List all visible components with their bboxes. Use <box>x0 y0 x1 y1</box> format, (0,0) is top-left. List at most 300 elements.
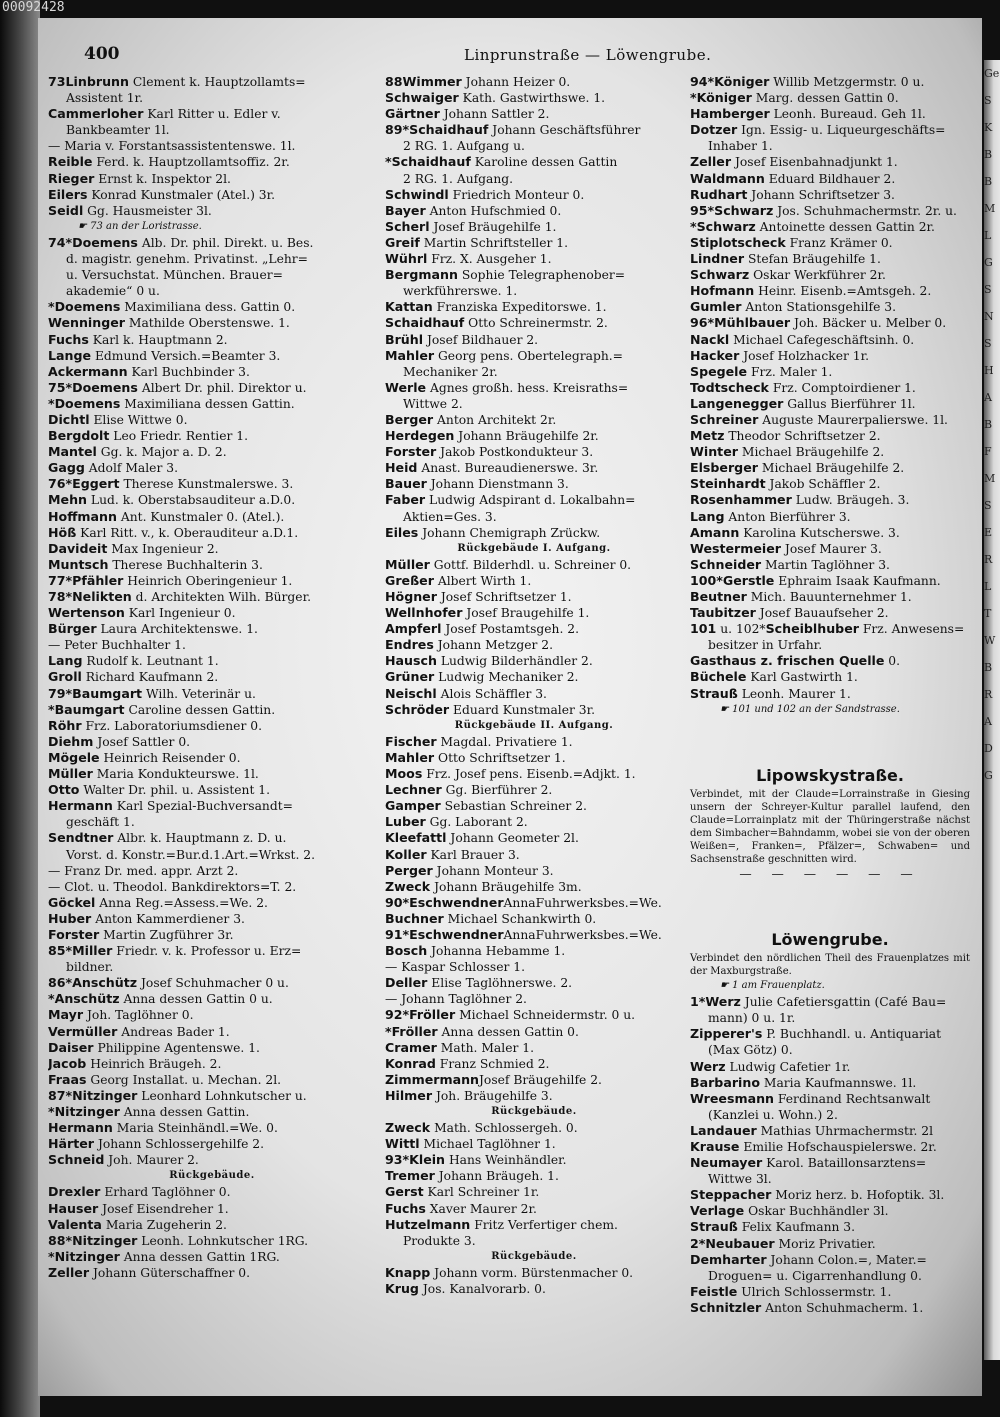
entry-detail: Ludwig Mechaniker 2. <box>434 670 579 685</box>
resident-name: Lechner <box>385 782 442 798</box>
resident-name: Dotzer <box>690 122 738 138</box>
resident-name: Steppacher <box>690 1187 772 1203</box>
resident-name: Endres <box>385 637 434 653</box>
directory-entry <box>48 444 376 460</box>
directory-entry <box>385 1281 683 1297</box>
resident-name: Schneider <box>690 556 762 572</box>
entry-detail: Karl Gastwirth 1. <box>746 670 858 685</box>
directory-entry <box>690 557 970 573</box>
resident-name: Sendtner <box>48 830 114 846</box>
directory-entry <box>48 283 376 299</box>
directory-entry <box>690 283 970 299</box>
entry-detail: AnnaFuhrwerksbes.=We. <box>503 895 662 910</box>
resident-name: Nackl <box>690 331 730 347</box>
resident-name: Steinhardt <box>690 476 766 492</box>
entry-detail: Karolina Kutscherswe. 3. <box>739 525 900 540</box>
entry-detail: Georg Installat. u. Mechan. 2l. <box>86 1072 282 1087</box>
entry-detail: Josef Sattler 0. <box>93 734 191 749</box>
resident-name: Moos <box>385 766 423 782</box>
entry-detail: Maximiliana dessen Gattin. <box>120 396 295 411</box>
directory-entry <box>690 1300 970 1316</box>
next-page-fragment: S <box>984 94 992 107</box>
entry-detail: Wilh. Veterinär u. <box>142 686 256 701</box>
directory-entry <box>385 637 683 653</box>
entry-detail: geschäft 1. <box>66 815 135 830</box>
directory-entry <box>385 428 683 444</box>
entry-detail: Joh. Bräugehilfe 3. <box>432 1088 553 1103</box>
resident-name: Deller <box>385 975 428 991</box>
entry-detail: Josef Holzhacker 1r. <box>739 348 870 363</box>
directory-entry <box>48 412 376 428</box>
cross-reference-note: ☛ 1 am Frauenplatz. <box>720 980 825 992</box>
directory-entry <box>48 380 376 396</box>
directory-entry <box>48 573 376 589</box>
directory-entry <box>48 605 376 621</box>
directory-entry <box>385 734 683 750</box>
entry-detail: 0. <box>884 654 901 669</box>
resident-name: Fröller <box>409 1007 456 1023</box>
entry-detail: Stefan Bräugehilfe 1. <box>744 252 881 267</box>
entry-detail: Adolf Maler 3. <box>84 461 178 476</box>
resident-name: Klein <box>409 1152 446 1168</box>
directory-entry <box>385 187 683 203</box>
directory-entry <box>690 1171 970 1187</box>
directory-entry <box>48 187 376 203</box>
entry-detail: Gg. k. Major a. D. 2. <box>96 445 227 460</box>
entry-detail: Maria Kaufmannswe. 1l. <box>759 1075 917 1090</box>
entry-detail: (Max Götz) 0. <box>708 1043 793 1058</box>
directory-entry <box>48 975 376 991</box>
entry-detail: Richard Kaufmann 2. <box>81 670 219 685</box>
directory-entry <box>48 364 376 380</box>
next-page-fragment: G <box>984 256 993 269</box>
directory-entry <box>48 171 376 187</box>
directory-entry <box>385 106 683 122</box>
entry-detail: Joh. Bäcker u. Melber 0. <box>790 316 947 331</box>
entry-detail: Johann Bräugeh. 1. <box>434 1169 559 1184</box>
entry-detail: Assistent 1r. <box>66 91 143 106</box>
directory-entry <box>48 1233 376 1249</box>
directory-entry <box>385 605 683 621</box>
next-page-fragment: B <box>984 148 993 161</box>
house-number: 79* <box>48 685 73 701</box>
page-number: 400 <box>84 44 120 64</box>
entry-detail: Johanna Hebamme 1. <box>427 944 566 959</box>
entry-detail: Friedrich Monteur 0. <box>448 187 585 202</box>
entry-detail: Franz Krämer 0. <box>785 235 893 250</box>
next-page-fragment: B <box>984 175 993 188</box>
next-page-fragment: G <box>984 769 993 782</box>
next-page-edge <box>984 60 1000 1360</box>
resident-name: Schaidhauf <box>409 122 489 138</box>
directory-entry <box>690 1059 970 1075</box>
entry-detail: Rudolf k. Leutnant 1. <box>82 654 219 669</box>
resident-name: Buchner <box>385 910 444 926</box>
house-number: 1* <box>690 994 706 1010</box>
next-page-fragment: K <box>984 121 993 134</box>
entry-detail: Alb. Dr. phil. Direkt. u. Bes. <box>137 235 314 250</box>
entry-detail: Frz. Anwesens= <box>858 622 965 637</box>
entry-detail: Magdal. Privatiere 1. <box>436 734 573 749</box>
entry-detail: Gottf. Bilderhdl. u. Schreiner 0. <box>429 557 632 572</box>
directory-entry <box>690 444 970 460</box>
directory-entry <box>48 782 376 798</box>
entry-detail: Gallus Bierführer 1l. <box>783 396 916 411</box>
entry-detail: Bankbeamter 1l. <box>66 123 170 138</box>
resident-name: Schwindl <box>385 186 449 202</box>
resident-name: Linbrunn <box>65 74 129 89</box>
resident-name: Gamper <box>385 798 441 814</box>
resident-name: Grüner <box>385 669 435 685</box>
directory-entry <box>385 380 683 396</box>
entry-detail: Johann Geometer 2l. <box>446 831 579 846</box>
resident-name: Neumayer <box>690 1155 763 1171</box>
resident-name: Hilmer <box>385 1087 433 1103</box>
resident-name: Fraas <box>48 1071 87 1087</box>
entry-detail: Johann Colon.=, Mater.= <box>766 1252 927 1267</box>
entry-detail: Jos. Schuhmachermstr. 2r. u. <box>773 203 957 218</box>
directory-entry <box>385 621 683 637</box>
resident-name: *Baumgart <box>48 701 125 717</box>
resident-name: Wittl <box>385 1136 420 1152</box>
resident-name: Eggert <box>72 476 120 492</box>
resident-name: Härter <box>48 1136 95 1152</box>
resident-name: Elsberger <box>690 460 758 476</box>
resident-name: Nitzinger <box>72 1087 138 1103</box>
directory-entry <box>385 299 683 315</box>
entry-detail: Lud. k. Oberstabsauditeur a.D.0. <box>87 493 296 508</box>
directory-entry <box>385 1024 683 1040</box>
entry-detail: Erhard Taglöhner 0. <box>100 1185 231 1200</box>
entry-detail: Leonhard Lohnkutscher u. <box>137 1088 307 1103</box>
resident-name: Todtscheck <box>690 379 769 395</box>
directory-entry <box>385 1217 683 1233</box>
entry-detail: Georg pens. Obertelegraph.= <box>434 348 623 363</box>
directory-entry <box>48 1104 376 1120</box>
directory-entry <box>385 669 683 685</box>
entry-detail: Johann Monteur 3. <box>432 863 554 878</box>
entry-detail: Anton Schuhmacherm. 1. <box>761 1300 924 1315</box>
house-number: 75* <box>48 379 73 395</box>
entry-detail: Johann Geschäftsführer <box>488 123 641 138</box>
resident-name: Kleefattl <box>385 830 447 846</box>
resident-name: Gasthaus z. frischen Quelle <box>690 653 885 669</box>
directory-entry <box>690 171 970 187</box>
directory-entry <box>48 1120 376 1136</box>
entry-detail: Albert Dr. phil. Direktor u. <box>137 380 307 395</box>
resident-name: Zimmermann <box>385 1071 479 1087</box>
next-page-fragment: L <box>984 229 992 242</box>
section-divider: — — — — — — <box>739 866 921 881</box>
entry-detail: Josef Braugehilfe 1. <box>462 606 590 621</box>
entry-detail: Hans Weinhändler. <box>445 1153 567 1168</box>
entry-detail: Josef Bräugehilfe 2. <box>479 1072 602 1087</box>
directory-entry <box>690 1075 970 1091</box>
directory-entry <box>690 106 970 122</box>
resident-name: Schwaiger <box>385 90 459 106</box>
resident-name: Strauß <box>690 1219 738 1235</box>
entry-detail: Otto Schreinermstr. 2. <box>464 316 608 331</box>
resident-name: Herdegen <box>385 428 455 444</box>
spacer <box>690 882 970 924</box>
entry-detail: Mechaniker 2r. <box>403 364 498 379</box>
resident-name: Seidl <box>48 202 84 218</box>
directory-entry <box>48 1184 376 1200</box>
entry-detail: Frz. Josef pens. Eisenb.=Adjkt. 1. <box>422 767 636 782</box>
entry-detail: Anton Kammerdiener 3. <box>91 911 245 926</box>
resident-name: Hamberger <box>690 106 770 122</box>
directory-entry <box>385 171 683 187</box>
resident-name: Drexler <box>48 1184 101 1200</box>
directory-entry <box>690 1026 970 1042</box>
entry-detail: besitzer in Urfahr. <box>708 638 823 653</box>
resident-name: *Nitzinger <box>48 1104 120 1119</box>
directory-entry <box>385 412 683 428</box>
entry-detail: Antoinette dessen Gattin 2r. <box>755 219 935 234</box>
resident-name: Cramer <box>385 1039 437 1055</box>
resident-name: Königer <box>714 74 770 89</box>
resident-name: Eiles <box>385 524 419 540</box>
entry-detail: Friedr. v. k. Professor u. Erz= <box>112 944 302 959</box>
entry-detail: Michael Taglöhner 1. <box>419 1137 556 1152</box>
house-number: 74* <box>48 234 73 250</box>
resident-name: Schröder <box>385 701 450 717</box>
directory-entry <box>48 251 376 267</box>
directory-entry <box>385 154 683 170</box>
directory-column-2 <box>385 74 683 1297</box>
resident-name: Davideit <box>48 540 108 556</box>
entry-detail: Karl Schreiner 1r. <box>423 1185 540 1200</box>
entry-detail: Heinrich Oberingenieur 1. <box>123 573 293 588</box>
directory-entry <box>48 1217 376 1233</box>
directory-entry <box>385 1088 683 1104</box>
next-page-fragment: A <box>984 391 992 404</box>
directory-entry <box>690 1284 970 1300</box>
directory-entry <box>48 428 376 444</box>
entry-detail: Karl k. Hauptmann 2. <box>88 332 228 347</box>
entry-detail: Karl Ingenieur 0. <box>124 606 236 621</box>
directory-entry <box>385 1056 683 1072</box>
directory-entry <box>385 1007 683 1023</box>
directory-entry <box>690 1155 970 1171</box>
directory-entry <box>385 283 683 299</box>
entry-detail: P. Buchhandl. u. Antiquariat <box>762 1027 942 1042</box>
directory-entry <box>48 943 376 959</box>
directory-entry <box>385 1168 683 1184</box>
next-page-fragment: M <box>984 202 996 215</box>
directory-entry <box>690 219 970 235</box>
resident-name: Kattan <box>385 299 433 315</box>
directory-entry <box>385 267 683 283</box>
directory-entry <box>48 879 376 895</box>
directory-entry <box>690 90 970 106</box>
entry-detail: Jakob Postkondukteur 3. <box>436 445 594 460</box>
entry-detail: Johann Güterschaffner 0. <box>89 1265 251 1280</box>
directory-entry <box>385 702 683 718</box>
resident-name: Westermeier <box>690 540 781 556</box>
entry-detail: Theodor Schriftsetzer 2. <box>724 429 881 444</box>
rear-building-subheading: Rückgebäude II. Aufgang. <box>454 719 614 731</box>
resident-name: Rudhart <box>690 186 748 202</box>
resident-name: Greif <box>385 234 420 250</box>
resident-name: *Nitzinger <box>48 1248 120 1264</box>
resident-name: Greßer <box>385 572 434 588</box>
resident-name: Mögele <box>48 749 100 765</box>
cross-reference-note: ☛ 73 an der Loristrasse. <box>78 220 202 232</box>
entry-detail: Moriz herz. b. Hofoptik. 3l. <box>771 1188 945 1203</box>
house-number: 2* <box>690 1235 706 1251</box>
entry-detail: Leonh. Maurer 1. <box>737 686 851 701</box>
entry-detail: Anna Reg.=Assess.=We. 2. <box>95 895 268 910</box>
next-page-fragment: R <box>984 553 993 566</box>
directory-entry <box>690 235 970 251</box>
entry-detail: — Clot. u. Theodol. Bankdirektors=T. 2. <box>48 879 297 894</box>
entry-detail: Anton Stationsgehilfe 3. <box>741 300 896 315</box>
directory-entry <box>690 396 970 412</box>
entry-detail: u. Versuchstat. München. Brauer= <box>66 268 283 283</box>
resident-name: Beutner <box>690 589 747 604</box>
resident-name: Gumler <box>690 299 742 315</box>
resident-name: Wreesmann <box>690 1090 775 1106</box>
directory-entry <box>385 863 683 879</box>
entry-detail: Sebastian Schreiner 2. <box>440 799 587 814</box>
entry-detail: Frz. X. Ausgeher 1. <box>427 252 552 267</box>
directory-entry <box>48 267 376 283</box>
directory-entry <box>48 959 376 975</box>
resident-name: Hutzelmann <box>385 1216 471 1232</box>
directory-entry <box>690 686 970 702</box>
entry-detail: Anast. Bureaudienerswe. 3r. <box>417 461 599 476</box>
directory-entry <box>690 412 970 428</box>
directory-entry <box>690 1203 970 1219</box>
directory-entry <box>385 203 683 219</box>
entry-detail: Sophie Telegraphenober= <box>457 268 626 283</box>
next-page-fragment: A <box>984 715 992 728</box>
resident-name: Daiser <box>48 1039 94 1055</box>
entry-detail: Marg. dessen Gattin 0. <box>751 91 899 106</box>
directory-entry <box>385 348 683 364</box>
next-page-fragment: L <box>984 580 992 593</box>
directory-entry <box>48 1024 376 1040</box>
next-page-fragment: H <box>984 364 994 377</box>
resident-name: Langenegger <box>690 395 784 411</box>
directory-entry <box>690 138 970 154</box>
directory-entry <box>48 621 376 637</box>
entry-detail: Heinrich Reisender 0. <box>99 750 241 765</box>
resident-name: Bergdolt <box>48 428 110 444</box>
next-page-fragment: B <box>984 661 993 674</box>
resident-name: Reible <box>48 154 93 170</box>
rear-building-subheading: Rückgebäude. <box>491 1250 577 1262</box>
next-page-fragment: R <box>984 688 993 701</box>
directory-entry <box>690 348 970 364</box>
directory-entry <box>690 203 970 219</box>
directory-entry <box>48 74 376 90</box>
resident-name: Scherl <box>385 218 430 234</box>
directory-entry <box>690 267 970 283</box>
entry-detail: 2 RG. 1. Aufgang u. <box>403 139 525 154</box>
next-page-fragment: S <box>984 283 992 296</box>
entry-detail: Xaver Maurer 2r. <box>425 1201 537 1216</box>
entry-detail: Maximiliana dess. Gattin 0. <box>120 300 296 315</box>
directory-entry <box>385 1120 683 1136</box>
directory-entry <box>385 235 683 251</box>
directory-entry <box>690 669 970 685</box>
directory-entry <box>385 589 683 605</box>
street-description: Verbindet, mit der Claude=Lorrainstraße in Giesing unsern der Schreyer-Kultur parallel laufend, den Claude=Lorrainplatz mit der Thüringerstraße nächst dem Simbacher=Bahndamm, wobei sie von der oberen Weißen=, Franken=, Pfälzer=, Schwaben= und Sachsenstraße geschnitten wird. <box>690 788 970 865</box>
cross-reference-note: ☛ 101 und 102 an der Sandstrasse. <box>720 703 900 715</box>
resident-name: Perger <box>385 862 433 878</box>
resident-name: Rieger <box>48 170 95 186</box>
directory-entry <box>690 1268 970 1284</box>
entry-detail: Karl Brauer 3. <box>426 847 520 862</box>
house-number: 93* <box>385 1152 410 1168</box>
directory-entry <box>690 492 970 508</box>
directory-entry <box>690 637 970 653</box>
directory-entry <box>48 1152 376 1168</box>
resident-name: Schaidhauf <box>385 315 465 331</box>
entry-detail: Jos. Kanalvorarb. 0. <box>418 1282 546 1297</box>
resident-name: Tremer <box>385 1168 435 1184</box>
entry-detail: 2 RG. 1. Aufgang. <box>403 171 514 186</box>
resident-name: Anschütz <box>72 975 138 991</box>
resident-name: Hofmann <box>690 283 755 299</box>
directory-entry <box>48 203 376 219</box>
entry-detail: Frz. Maler 1. <box>747 364 833 379</box>
next-page-fragment: M <box>984 472 996 485</box>
directory-entry <box>48 460 376 476</box>
resident-name: Högner <box>385 589 437 604</box>
directory-entry <box>48 235 376 251</box>
directory-entry <box>48 863 376 879</box>
directory-entry <box>385 943 683 959</box>
directory-entry <box>690 1219 970 1235</box>
resident-name: Bosch <box>385 943 428 959</box>
directory-entry <box>48 798 376 814</box>
house-number: 92* <box>385 1007 410 1023</box>
resident-name: Hacker <box>690 347 740 363</box>
resident-name: Eilers <box>48 186 88 202</box>
entry-detail: Vorst. d. Konstr.=Bur.d.1.Art.=Wrkst. 2. <box>66 847 315 862</box>
directory-entry <box>385 251 683 267</box>
resident-name: Dichtl <box>48 411 90 427</box>
entry-detail: Frz. Laboratoriumsdiener 0. <box>81 718 262 733</box>
directory-entry <box>690 621 970 637</box>
entry-detail: Walter Dr. phil. u. Assistent 1. <box>79 783 271 798</box>
resident-name: Gärtner <box>385 106 440 122</box>
directory-entry <box>690 315 970 331</box>
directory-entry <box>48 299 376 315</box>
entry-detail: Mathilde Oberstenswe. 1. <box>124 316 290 331</box>
directory-entry <box>690 1252 970 1268</box>
directory-entry <box>48 686 376 702</box>
resident-name: Knapp <box>385 1264 431 1280</box>
directory-entry <box>48 509 376 525</box>
resident-name: Barbarino <box>690 1074 760 1090</box>
next-page-fragment: S <box>984 499 992 512</box>
directory-entry <box>48 589 376 605</box>
entry-detail: Karol. Bataillonsarztens= <box>762 1156 927 1171</box>
entry-detail: Josef Bräugehilfe 1. <box>429 219 557 234</box>
entry-detail: u. 102* <box>716 622 766 637</box>
directory-entry <box>48 1072 376 1088</box>
next-page-fragment: T <box>984 607 992 620</box>
entry-detail: Heinr. Eisenb.=Amtsgeh. 2. <box>754 284 932 299</box>
resident-name: Mühlbauer <box>714 315 791 331</box>
entry-detail: Leonh. Bureaud. Geh 1l. <box>769 107 926 122</box>
resident-name: Nelikten <box>72 589 132 604</box>
directory-entry <box>385 1184 683 1200</box>
